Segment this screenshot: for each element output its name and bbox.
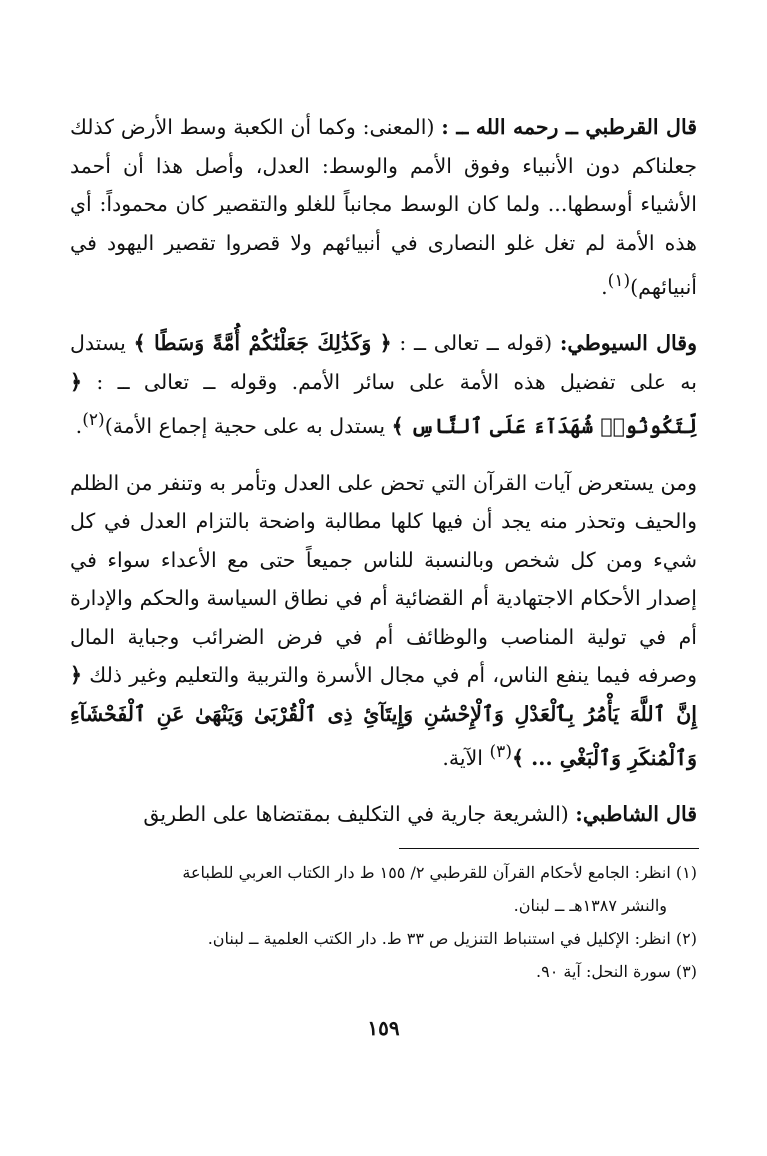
paragraph-suyuti [70,324,697,445]
paragraph-after: يستدل به على حجية إجماع الأمة) [104,414,392,439]
paragraph-qurtubi [70,108,697,306]
page-number: ١٥٩ [367,1016,400,1040]
quran-verse-1: ﴿ وَكَذَٰلِكَ جَعَلْنَٰكُمْ أُمَّةً وَسَطًا ﴾ [133,331,392,356]
footnote-3 [70,955,697,988]
speaker-shatibi: قال الشاطبي: [575,802,697,827]
main-text [70,108,697,834]
footnote-1 [70,856,697,889]
footnote-1-continuation: والنشر ١٣٨٧هـ ــ لبنان. [513,896,667,915]
paragraph-end: الآية. [442,745,490,770]
footnotes [70,856,697,988]
paragraph-end: . [601,274,608,299]
paragraph-end: . [75,414,83,439]
footnote-ref-1: (١) [607,271,631,291]
footnote-ref-2: (٢) [82,410,105,431]
footnote-number: (١) [675,863,697,882]
footnote-text: انظر: الجامع لأحكام القرآن للقرطبي ٢/ ١٥٥ ط دار الكتاب العربي للطباعة [182,863,671,882]
footnote-number: (٢) [675,929,697,948]
speaker-suyuti: وقال السيوطي: [559,331,698,356]
footnote-text: انظر: الإكليل في استنباط التنزيل ص ٣٣ ط. دار الكتب العلمية ــ لبنان. [207,929,671,948]
speaker-qurtubi: قال القرطبي ــ رحمه الله ــ : [441,115,697,139]
paragraph-text: ومن يستعرض آيات القرآن التي تحض على العدل وتأمر به وتنفر من الظلم والحيف وتحذر منه يجد أن فيها كلها مطالبة واضحة بالتزام العدل في كل شيء ومن كل شخص وبالنسبة للناس جميعاً حتى مع الأعداء سواء في إصدار الأحكام الاجتهادية أم القضائية أم في نطاق السياسة والحكم والإدارة أم في تولية المناصب والوظائف أم في فرض الضرائب وجباية المال وصرفه فيما ينفع الناس، أم في مجال الأسرة والتربية والتعليم وغير ذلك [70,470,697,688]
footnote-2 [70,922,697,955]
footnote-ref-3: (٣) [489,742,513,763]
paragraph-intro: (قوله ــ تعالى ــ : [391,331,560,356]
paragraph-text: (المعنى: وكما أن الكعبة وسط الأرض كذلك جعلناكم دون الأنبياء وفوق الأمم والوسط: العدل، وأصل هذا أن أحمد الأشياء أوسطها... ولما كان الوسط مجانباً للغلو والتقصير كان محموداً: أي هذه الأمة لم تغل غلو النصارى في أنبيائهم ولا قصروا تقصير اليهود في أنبيائهم) [70,115,697,299]
paragraph-shatibi [70,795,697,834]
paragraph-middle: يستدل به على تفضيل هذه الأمة على سائر الأمم. وقوله ــ تعالى ــ : [70,331,697,394]
quran-verse-2: ﴿ لِّتَكُونُوا۟ شُهَدَآءَ عَلَى ٱلنَّاسِ ﴾ [70,369,697,439]
footnote-number: (٣) [675,962,697,981]
paragraph-justice [70,464,697,778]
paragraph-text: (الشريعة جارية في التكليف بمقتضاها على الطريق [143,802,576,827]
footnote-text: سورة النحل: آية ٩٠. [536,962,671,981]
footnote-divider [399,848,699,849]
quran-verse-3: ﴿ إِنَّ ٱللَّهَ يَأْمُرُ بِٱلْعَدْلِ وَٱلْإِحْسَٰنِ وَإِيتَآئِ ذِى ٱلْقُرْبَىٰ وَيَنْهَىٰ عَنِ ٱلْفَحْشَآءِ وَٱلْمُنكَرِ وَٱلْبَغْىِ ... ﴾ [70,663,697,770]
